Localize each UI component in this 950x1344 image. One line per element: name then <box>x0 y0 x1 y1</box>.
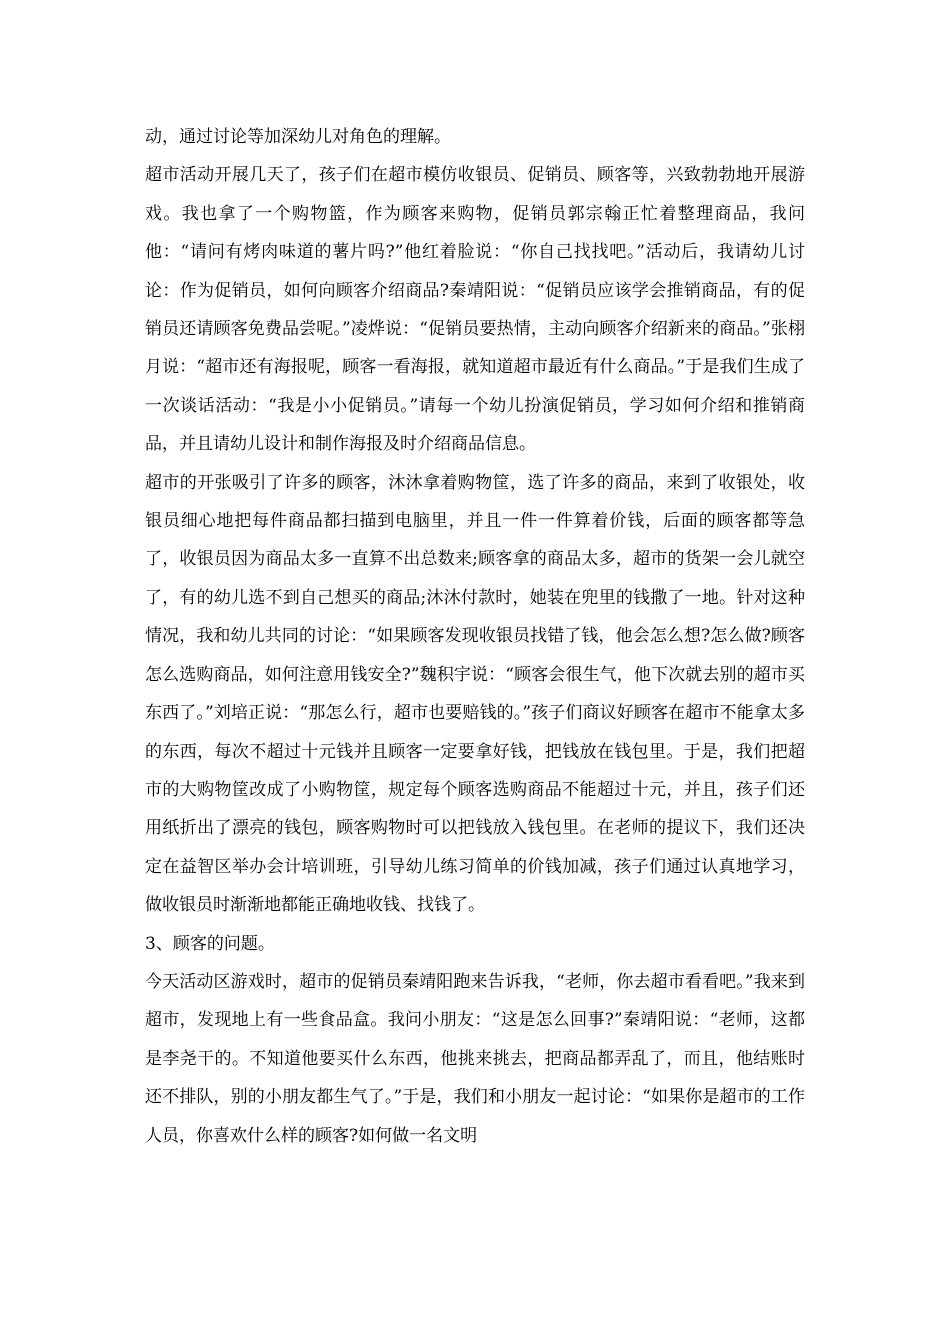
section-heading-customer-problem: 3、顾客的问题。 <box>145 933 275 954</box>
paragraph-customer-problem: 今天活动区游戏时，超市的促销员秦靖阳跑来告诉我，“老师，你去超市看看吧。”我来到超市，发现地上有一些食品盒。我问小朋友：“这是怎么回事?”秦靖阳说：“老师，这都是李尧干的。不知道他要买什么东西，他挑来挑去，把商品都弄乱了，而且，他结账时还不排队，别的小朋友都生气了。”于是，我们和小朋友一起讨论：“如果你是超市的工作人员，你喜欢什么样的顾客?如何做一名文明 <box>145 971 805 1146</box>
paragraph-cashier-activity: 超市的开张吸引了许多的顾客，沐沐拿着购物筐，选了许多的商品，来到了收银处，收银员细心地把每件商品都扫描到电脑里，并且一件一件算着价钱，后面的顾客都等急了，收银员因为商品太多一直算不出总数来;顾客拿的商品太多，超市的货架一会儿就空了，有的幼儿选不到自己想买的商品;沐沐付款时，她装在兜里的钱撒了一地。针对这种情况，我和幼儿共同的讨论：“如果顾客发现收银员找错了钱，他会怎么想?怎么做?顾客怎么选购商品，如何注意用钱安全?”魏积宇说：“顾客会很生气，他下次就去别的超市买东西了。”刘培正说：“那怎么行，超市也要赔钱的。”孩子们商议好顾客在超市不能拿太多的东西，每次不超过十元钱并且顾客一定要拿好钱，把钱放在钱包里。于是，我们把超市的大购物筐改成了小购物筐，规定每个顾客选购商品不能超过十元，并且，孩子们还用纸折出了漂亮的钱包，顾客购物时可以把钱放入钱包里。在老师的提议下，我们还决定在益智区举办会计培训班，引导幼儿练习简单的价钱加减，孩子们通过认真地学习，做收银员时渐渐地都能正确地收钱、找钱了。 <box>145 472 805 916</box>
paragraph-continuation: 动，通过讨论等加深幼儿对角色的理解。 <box>145 127 451 147</box>
paragraph-promoter-activity: 超市活动开展几天了，孩子们在超市模仿收银员、促销员、顾客等，兴致勃勃地开展游戏。我也拿了一个购物篮，作为顾客来购物，促销员郭宗翰正忙着整理商品，我问他：“请问有烤肉味道的薯片吗?”他红着脸说：“你自己找找吧。”活动后，我请幼儿讨论：作为促销员，如何向顾客介绍商品?秦靖阳说：“促销员应该学会推销商品，有的促销员还请顾客免费品尝呢。”凌烨说：“促销员要热情，主动向顾客介绍新来的商品。”张栩月说：“超市还有海报呢，顾客一看海报，就知道超市最近有什么商品。”于是我们生成了一次谈话活动：“我是小小促销员。”请每一个幼儿扮演促销员，学习如何介绍和推销商品，并且请幼儿设计和制作海报及时介绍商品信息。 <box>145 165 805 455</box>
document-page <box>145 118 805 1155</box>
